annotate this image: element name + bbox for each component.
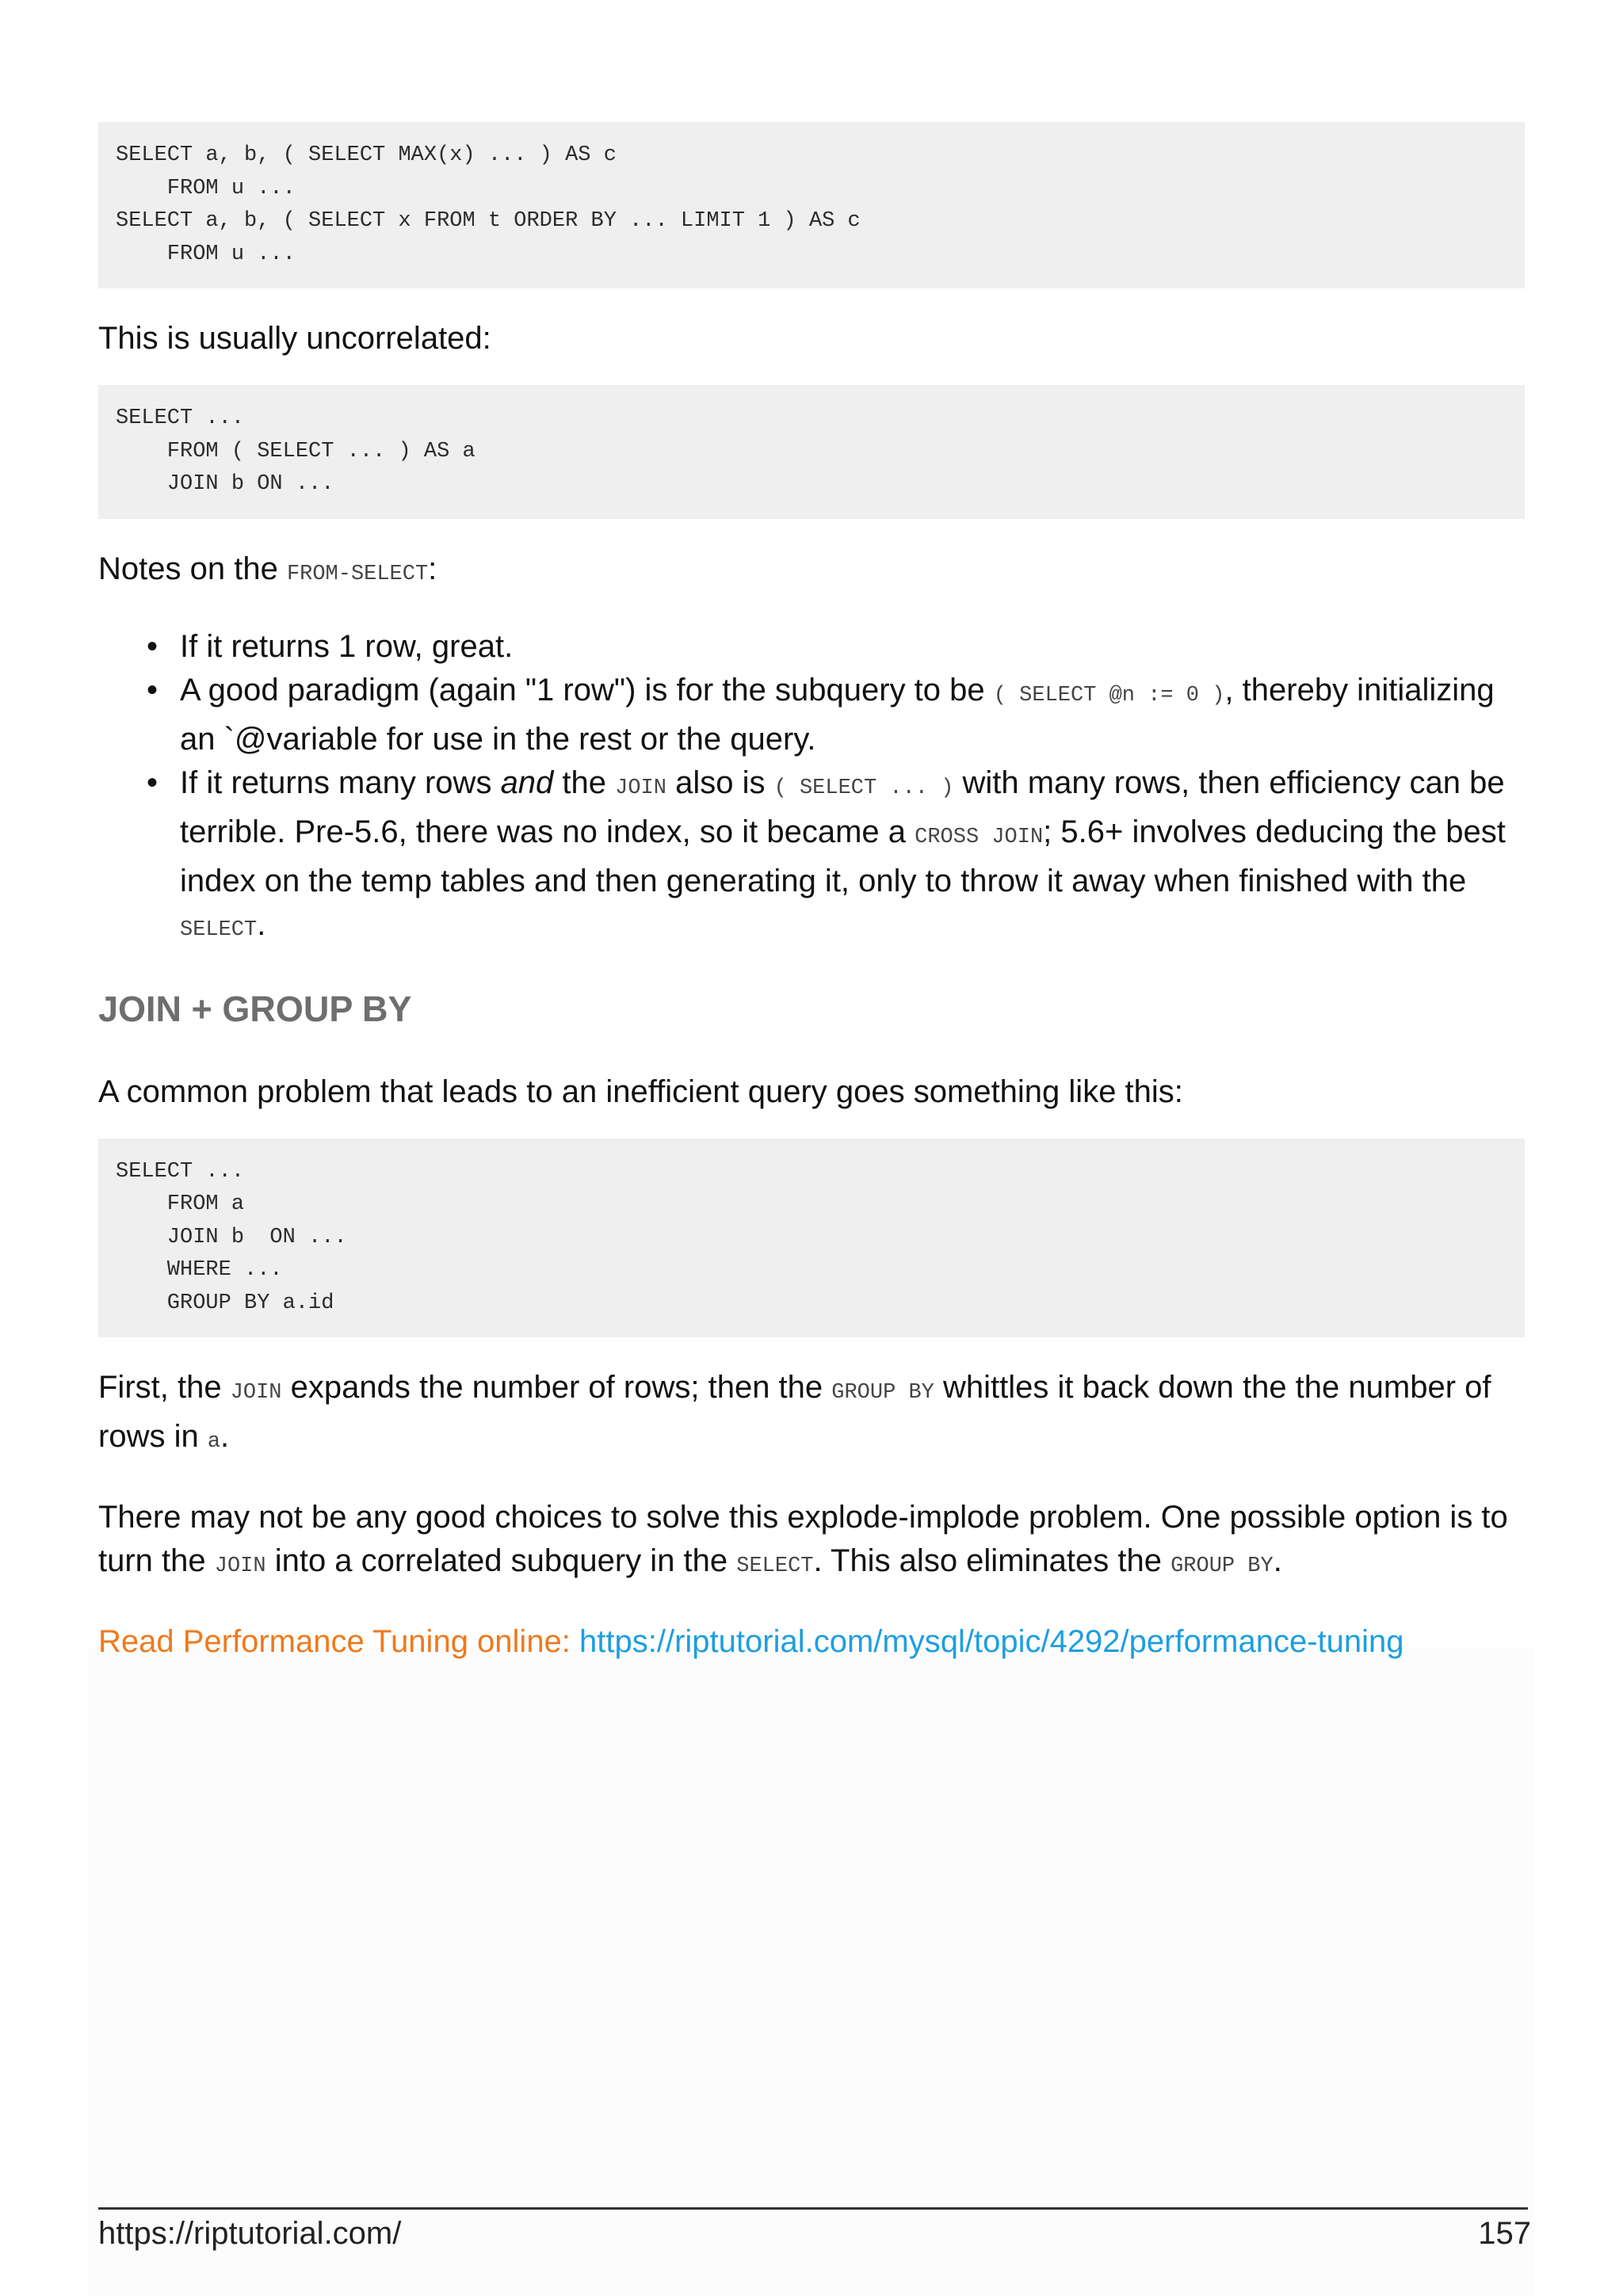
notes-list [98, 625, 1525, 952]
inline-code-join: JOIN [214, 1554, 266, 1578]
bullet-text-2a: A good paradigm (again "1 row") is for the subquery to be [180, 672, 994, 707]
inline-code-group-by: GROUP BY [831, 1381, 934, 1405]
notes-heading-prefix: Notes on the [98, 551, 287, 586]
bullet-text-2b: , thereby initializing an `@variable for use in the rest or the query. [180, 672, 1495, 757]
list-item [180, 761, 1525, 952]
list-item [180, 625, 1525, 669]
para-there-text-a: There may not be any good choices to solve this explode-implode problem. One possible option is to turn the [98, 1500, 1508, 1578]
notes-heading-suffix: : [428, 551, 437, 586]
para-first-text-d: . [220, 1419, 230, 1454]
bullet-text-3c: also is [666, 765, 774, 800]
page-background [89, 1648, 1534, 2296]
bullet-text-3f: . [257, 906, 266, 942]
list-item [180, 669, 1525, 761]
inline-code-from-select: FROM-SELECT [286, 562, 429, 586]
inline-code-join: JOIN [615, 776, 666, 800]
read-online-link[interactable]: https://riptutorial.com/mysql/topic/4292/performance-tuning [579, 1624, 1404, 1659]
bullet-text-3e: ; 5.6+ involves deducing the best index on the temp tables and then generating it, only to throw it away when finished with the [180, 814, 1506, 898]
inline-code-join: JOIN [230, 1381, 282, 1405]
para-there-text-b: into a correlated subquery in the [265, 1543, 737, 1578]
para-first-text-a: First, the [98, 1370, 231, 1405]
bullet-emphasis: and [500, 765, 554, 800]
footer-page-number: 157 [1478, 2216, 1531, 2251]
code-block-subquery-select: SELECT a, b, ( SELECT MAX(x) ... ) AS c FROM u ... SELECT a, b, ( SELECT x FROM t ORDER BY ... LIMIT 1 ) AS c FROM u ... [98, 122, 1525, 288]
inline-code-a: a [207, 1430, 221, 1454]
para-first-text-c: whittles it back down the the number of rows in [98, 1370, 1491, 1454]
para-there-text-c: . This also eliminates the [813, 1543, 1171, 1578]
paragraph-common-problem: A common problem that leads to an inefficient query goes something like this: [98, 1074, 1183, 1109]
inline-code-select-n: ( SELECT @n := 0 ) [993, 683, 1225, 707]
para-there-text-d: . [1273, 1543, 1282, 1578]
footer-divider [98, 2207, 1528, 2210]
section-heading: JOIN + GROUP BY [98, 988, 412, 1029]
read-online-line [98, 1620, 1525, 1664]
inline-code-cross-join: CROSS JOIN [915, 825, 1044, 849]
paragraph-first [98, 1366, 1525, 1464]
bullet-text-3d: with many rows, then efficiency can be terrible. Pre-5.6, there was no index, so it became a [180, 765, 1505, 849]
bullet-text-1: If it returns 1 row, great. [180, 628, 514, 664]
para-first-text-b: expands the number of rows; then the [281, 1370, 832, 1405]
inline-code-select: SELECT [180, 917, 258, 942]
read-online-label: Read Performance Tuning online: [98, 1624, 580, 1659]
paragraph-explode-implode [98, 1496, 1525, 1589]
paragraph-uncorrelated: This is usually uncorrelated: [98, 321, 491, 356]
code-block-from-select: SELECT ... FROM ( SELECT ... ) AS a JOIN b ON ... [98, 385, 1525, 519]
page-content [98, 122, 1525, 1664]
code-block-join-group-by: SELECT ... FROM a JOIN b ON ... WHERE ... GROUP BY a.id [98, 1138, 1525, 1338]
bullet-text-3a: If it returns many rows [180, 765, 501, 800]
inline-code-select-subquery: ( SELECT ... ) [773, 776, 954, 800]
footer-site-url: https://riptutorial.com/ [98, 2216, 402, 2251]
bullet-text-3b: the [553, 765, 616, 800]
inline-code-group-by: GROUP BY [1170, 1554, 1274, 1578]
inline-code-select: SELECT [736, 1554, 814, 1578]
notes-heading [98, 547, 1525, 597]
